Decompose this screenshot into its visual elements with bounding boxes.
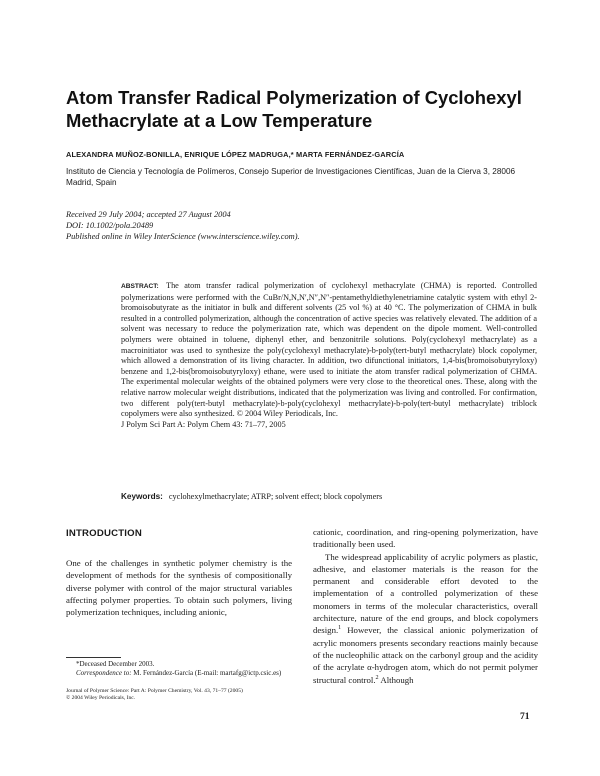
intro-left-column: One of the challenges in synthetic polymer chemistry is the development of methods for the synthesis of compositionally diverse polymer with control of the major structural variables affecting polymer properties. To obtain such polymers, living polymerization techniques, including anionic, — [66, 558, 292, 618]
reference-mark: 2 — [375, 674, 379, 681]
abstract-label: ABSTRACT: — [121, 283, 159, 290]
copyright-line: © 2004 Wiley Periodicals, Inc. — [66, 695, 136, 702]
doi: DOI: 10.1002/pola.20489 — [66, 221, 154, 230]
journal-info — [66, 688, 296, 702]
reference-mark: 1 — [338, 625, 342, 632]
paragraph-text: However, the classical anionic polymerization of acrylic monomers presents secondary reactions mainly because of the nucleophilic attack on the carbonyl group and the acidity of the acrylate α-hydrogen atom, which do not permit polymer structural control. — [313, 625, 538, 685]
footnote-correspondence — [66, 669, 292, 678]
affiliation: Instituto de Ciencia y Tecnología de Polímeros, Consejo Superior de Investigaciones Científicas, Juan de la Cierva 3, 28006 Madrid, Spain — [66, 167, 516, 187]
author-list: ALEXANDRA MUÑOZ-BONILLA, ENRIQUE LÓPEZ MADRUGA,* MARTA FERNÁNDEZ-GARCÍA — [66, 150, 405, 159]
paragraph-text: Although — [378, 674, 414, 685]
footnote — [66, 660, 292, 679]
paragraph-text: The widespread applicability of acrylic polymers as plastic, adhesive, and elastomer materials is the reason for the permanent and considerable effort devoted to the implementation of a controlled polymerization of these monomers in terms of the molecular characteristics, overall architecture, nature of the end groups, and block copolymers design. — [313, 551, 538, 636]
keywords-text: cyclohexylmethacrylate; ATRP; solvent effect; block copolymers — [168, 492, 383, 501]
publication-dates — [66, 209, 536, 242]
page-number: 71 — [520, 711, 530, 722]
abstract-text: The atom transfer radical polymerization of cyclohexyl methacrylate (CHMA) is reported. Controlled polymerizations were performed with the CuBr/N,N,N′,N″,N″-pentamethyldiethylenetriamine catalytic system with ethyl 2-bromoisobutyrate as the initiator in bulk and different solvents (25 vol %) at 40 °C. The polymerization of CHMA in bulk resulted in a controlled polymerization, although the concentration of active species was relatively elevated. The addition of a solvent was necessary to reduce the polymerization rate, which was dependent on the dipole moment. Well-controlled polymers were obtained in toluene, diphenyl ether, and benzonitrile solutions. Poly(cyclohexyl methacrylate) as a macroinitiator was used to synthesize the poly(cyclohexyl methacrylate)-b-poly(tert-butyl methacrylate) block copolymer, which allowed a demonstration of its living character. In addition, two difunctional initiators, 1,4-bis(bromoisobutyryloxy) benzene and 1,2-bis(bromoisobutyryloxy) ethane, were used to initiate the atom transfer radical polymerization of CHMA. The experimental molecular weights of the obtained polymers were very close to the theoretical ones. These, along with the relative narrow molecular weight distributions, indicated that the polymerization was living and controlled. For confirmation, two different poly(tert-butyl methacrylate)-b-poly(cyclohexyl methacrylate)-b-poly(tert-butyl methacrylate) triblock copolymers were also synthesized. © 2004 Wiley Periodicals, Inc. — [121, 281, 537, 419]
keywords-label: Keywords: — [121, 492, 163, 501]
correspondence-text: M. Fernández-García (E-mail: martafg@ictp.csic.es) — [131, 669, 282, 678]
published-online: Published online in Wiley InterScience (www.interscience.wiley.com). — [66, 232, 300, 241]
correspondence-label: Correspondence to: — [76, 669, 132, 678]
journal-citation: J Polym Sci Part A: Polym Chem 43: 71–77, 2005 — [121, 419, 286, 429]
keywords — [121, 491, 537, 502]
received-date: Received 29 July 2004; accepted 27 August 2004 — [66, 210, 231, 219]
paper-title: Atom Transfer Radical Polymerization of Cyclohexyl Methacrylate at a Low Temperature — [66, 87, 522, 131]
footnote-divider — [66, 657, 121, 658]
abstract — [121, 281, 537, 430]
footnote-deceased: *Deceased December 2003. — [76, 660, 155, 668]
section-heading-introduction: INTRODUCTION — [66, 528, 142, 539]
journal-info-line: Journal of Polymer Science: Part A: Polymer Chemistry, Vol. 43, 71–77 (2005) — [66, 688, 243, 694]
intro-right-column — [313, 526, 538, 686]
intro-paragraph — [313, 551, 538, 686]
intro-paragraph: cationic, coordination, and ring-opening polymerization, have traditionally been used. — [313, 527, 538, 550]
